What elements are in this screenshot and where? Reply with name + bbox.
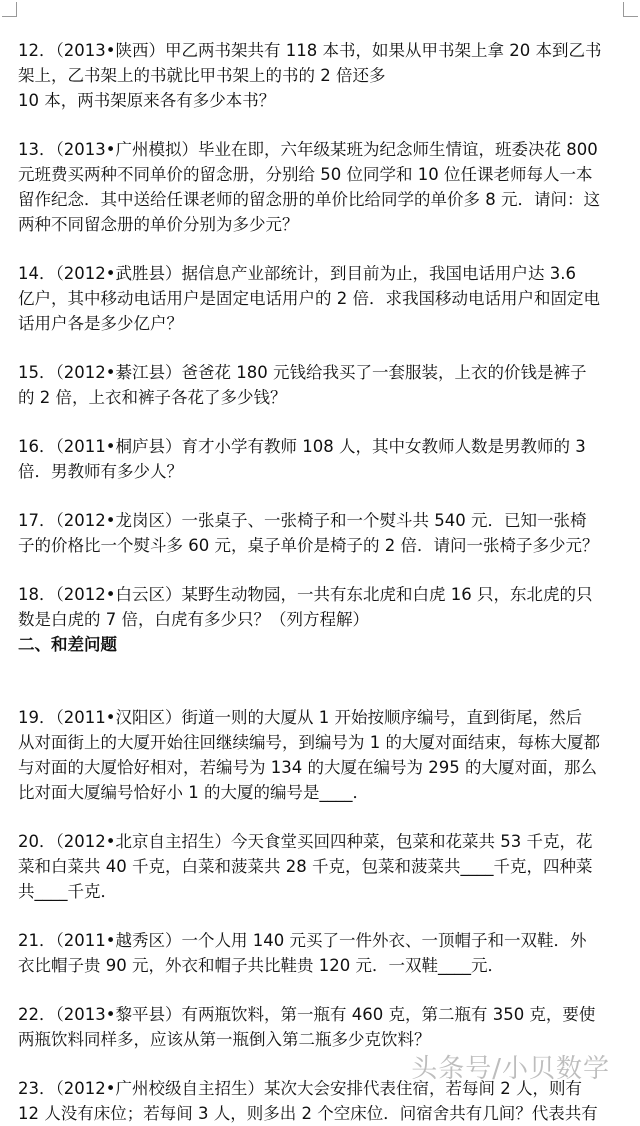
section-title: 二、和差问题 xyxy=(18,635,117,654)
problem-line: 20．（2012•北京自主招生）今天食堂买回四种菜，包菜和花菜共 53 千克，花 xyxy=(18,832,593,851)
problem-line: 12 人没有床位；若每间 3 人，则多出 2 个空床位．问宿舍共有几间？代表共有 xyxy=(18,1104,598,1123)
spacer xyxy=(18,904,630,928)
watermark-text: 头条号/小贝数学 xyxy=(411,1054,610,1084)
problem-line: 10 本，两书架原来各有多少本书？ xyxy=(18,91,276,110)
problem-line: 12．（2013•陕西）甲乙两书架共有 118 本书，如果从甲书架上拿 20 本到乙书 xyxy=(18,41,602,60)
problem-line: 两瓶饮料同样多，应该从第一瓶倒入第二瓶多少克饮料？ xyxy=(18,1030,431,1049)
problem-item xyxy=(18,829,630,904)
spacer xyxy=(18,336,630,360)
problem-line: 的 2 倍，上衣和裤子各花了多少钱？ xyxy=(18,388,287,407)
problem-line: 13．（2013•广州模拟）毕业在即，六年级某班为纪念师生情谊，班委决花 800 xyxy=(18,140,598,159)
spacer xyxy=(18,484,630,508)
problem-line: 亿户，其中移动电话用户是固定电话用户的 2 倍．求我国移动电话用户和固定电 xyxy=(18,289,600,308)
problem-line: 菜和白菜共 40 千克，白菜和菠菜共 28 千克，包菜和菠菜共____千克，四种菜 xyxy=(18,857,593,876)
spacer xyxy=(18,805,630,829)
problem-line: 衣比帽子贵 90 元，外衣和帽子共比鞋贵 120 元．一双鞋____元． xyxy=(18,956,504,975)
problem-item xyxy=(18,508,630,558)
problem-line: 共____千克． xyxy=(18,882,117,901)
problem-item xyxy=(18,1002,630,1052)
problem-line: 18．（2012•白云区）某野生动物园，一共有东北虎和白虎 16 只，东北虎的只 xyxy=(18,585,593,604)
problem-item xyxy=(18,261,630,336)
page-corner-mark-right xyxy=(623,2,638,17)
problem-line: 23．（2012•广州校级自主招生）某次大会安排代表住宿，若每间 2 人，则有 xyxy=(18,1079,582,1098)
problem-item xyxy=(18,582,630,632)
problem-line: 与对面的大厦恰好相对，若编号为 134 的大厦在编号为 295 的大厦对面，那么 xyxy=(18,758,597,777)
problem-line: 数是白虎的 7 倍，白虎有多少只？（列方程解） xyxy=(18,610,369,629)
spacer xyxy=(18,978,630,1002)
spacer xyxy=(18,237,630,261)
problem-line: 话用户各是多少亿户？ xyxy=(18,314,183,333)
spacer xyxy=(18,410,630,434)
document-body xyxy=(18,38,630,1126)
spacer xyxy=(18,113,630,137)
problem-line: 17．（2012•龙岗区）一张桌子、一张椅子和一个熨斗共 540 元．已知一张椅 xyxy=(18,511,587,530)
spacer xyxy=(18,558,630,582)
problem-item xyxy=(18,360,630,410)
problem-list-ratio xyxy=(18,38,630,632)
spacer xyxy=(18,657,630,705)
problem-line: 16．（2011•桐庐县）育才小学有教师 108 人，其中女教师人数是男教师的 3 xyxy=(18,437,586,456)
problem-item xyxy=(18,705,630,805)
problem-item xyxy=(18,434,630,484)
problem-line: 比对面大厦编号恰好小 1 的大厦的编号是____． xyxy=(18,783,369,802)
problem-line: 15．（2012•綦江县）爸爸花 180 元钱给我买了一套服装，上衣的价钱是裤子 xyxy=(18,363,587,382)
page-corner-mark-left xyxy=(2,2,17,17)
problem-line: 架上，乙书架上的书就比甲书架上的书的 2 倍还多 xyxy=(18,66,386,85)
problem-line: 22．（2013•黎平县）有两瓶饮料，第一瓶有 460 克，第二瓶有 350 克，要使 xyxy=(18,1005,596,1024)
problem-line: 19．（2011•汉阳区）街道一则的大厦从 1 开始按顺序编号，直到街尾，然后 xyxy=(18,708,582,727)
problem-line: 14．（2012•武胜县）据信息产业部统计，到目前为止，我国电话用户达 3.6 xyxy=(18,264,576,283)
problem-line: 留作纪念．其中送给任课老师的留念册的单价比给同学的单价多 8 元．请问：这 xyxy=(18,190,600,209)
problem-item xyxy=(18,38,630,113)
problem-line: 21．（2011•越秀区）一个人用 140 元买了一件外衣、一顶帽子和一双鞋．外 xyxy=(18,931,587,950)
problem-item xyxy=(18,928,630,978)
problem-line: 元班费买两种不同单价的留念册，分别给 50 位同学和 10 位任课老师每人一本 xyxy=(18,165,593,184)
problem-line: 两种不同留念册的单价分别为多少元？ xyxy=(18,215,299,234)
problem-line: 从对面街上的大厦开始往回继续编号，到编号为 1 的大厦对面结束，每栋大厦都 xyxy=(18,733,600,752)
problem-item xyxy=(18,137,630,237)
problem-line: 倍．男教师有多少人？ xyxy=(18,462,183,481)
problem-line: 子的价格比一个熨斗多 60 元，桌子单价是椅子的 2 倍．请问一张椅子多少元？ xyxy=(18,536,599,555)
